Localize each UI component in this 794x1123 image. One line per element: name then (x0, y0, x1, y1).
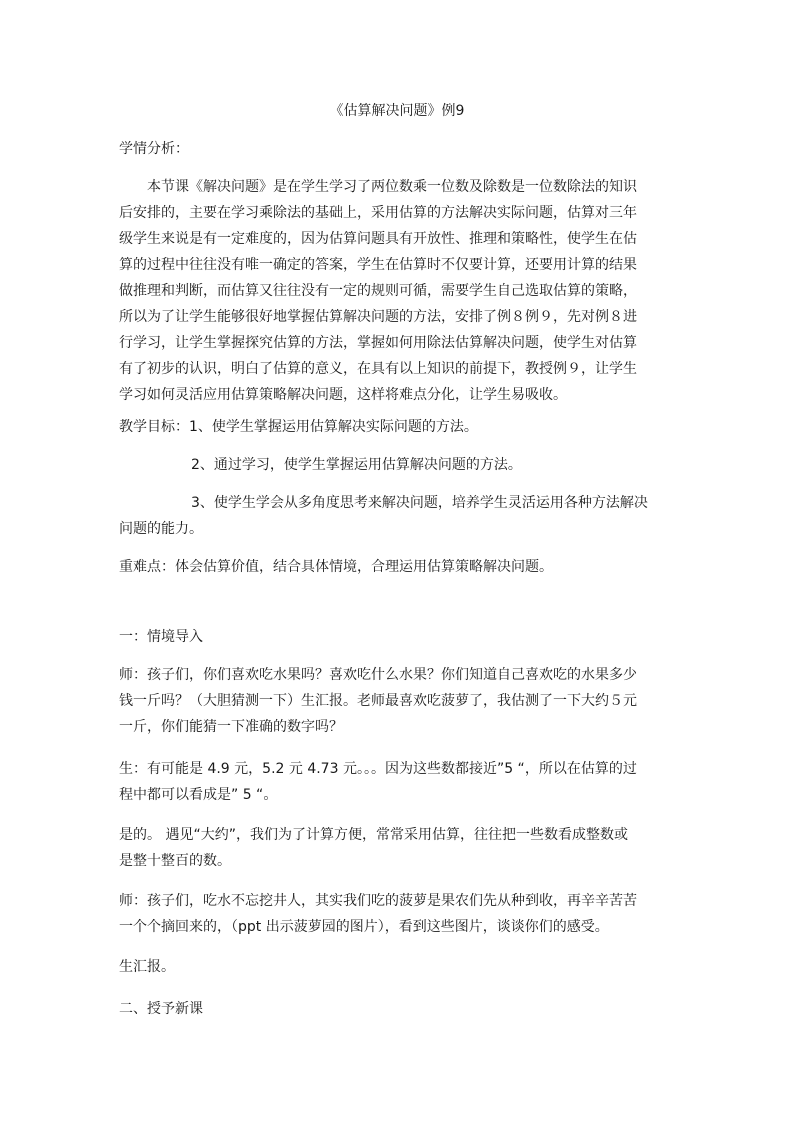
summary-paragraph (119, 822, 675, 874)
student-dialogue-1 (119, 756, 675, 808)
section-1-heading: 一：情境导入 (119, 629, 203, 645)
teaching-goal-2: 2、通过学习，使学生掌握运用估算解决问题的方法。 (191, 457, 522, 473)
analysis-line: 做推理和判断，而估算又往往没有一定的规则可循，需要学生自己选取估算的策略， (119, 283, 637, 299)
dialogue-line: 师：孩子们，吃水不忘挖井人，其实我们吃的菠萝是果农们先从种到收，再辛辛苦苦 (119, 893, 637, 909)
analysis-paragraph (119, 174, 675, 408)
teacher-dialogue-1 (119, 662, 675, 740)
analysis-line: 后安排的，主要在学习乘除法的基础上，采用估算的方法解决实际问题，估算对三年 (119, 205, 637, 221)
document-title: 《估算解决问题》例9 (329, 103, 465, 119)
analysis-line: 学习如何灵活应用估算策略解决问题，这样将难点分化，让学生易吸收。 (119, 387, 567, 403)
dialogue-line: 生：有可能是 4.9 元，5.2 元 4.73 元。。。因为这些数都接近”5 “，所以在估算的过 (119, 761, 637, 777)
summary-line: 是的。 遇见“大约”，我们为了计算方便，常常采用估算，往往把一些数看成整数或 (119, 827, 628, 843)
analysis-line: 算的过程中往往没有唯一确定的答案，学生在估算时不仅要计算，还要用计算的结果 (119, 257, 637, 273)
student-report: 生汇报。 (119, 959, 175, 975)
dialogue-line: 师：孩子们，你们喜欢吃水果吗？喜欢吃什么水果？你们知道自己喜欢吃的水果多少 (119, 667, 637, 683)
analysis-line: 行学习，让学生掌握探究估算的方法，掌握如何用除法估算解决问题，使学生对估算 (119, 335, 637, 351)
analysis-line: 所以为了让学生能够很好地掌握估算解决问题的方法，安排了例８例９，先对例８进 (119, 309, 637, 325)
teaching-goal-1: 教学目标：1、使学生掌握运用估算解决实际问题的方法。 (119, 419, 478, 435)
teaching-goal-3 (119, 490, 675, 542)
goal-3-line: 问题的能力。 (119, 521, 203, 537)
teacher-dialogue-2 (119, 888, 675, 940)
analysis-line: 本节课《解决问题》是在学生学习了两位数乘一位数及除数是一位数除法的知识 (147, 179, 637, 195)
section-2-heading: 二、授予新课 (119, 1001, 203, 1017)
dialogue-line: 一斤，你们能猜一下准确的数字吗？ (119, 719, 343, 735)
summary-line: 是整十整百的数。 (119, 853, 231, 869)
goal-3-line: 3、使学生学会从多角度思考来解决问题，培养学生灵活运用各种方法解决 (191, 495, 648, 511)
key-points: 重难点：体会估算价值，结合具体情境，合理运用估算策略解决问题。 (119, 559, 553, 575)
analysis-line: 级学生来说是有一定难度的，因为估算问题具有开放性、推理和策略性，使学生在估 (119, 231, 637, 247)
situation-heading: 学情分析： (119, 141, 189, 157)
analysis-line: 有了初步的认识，明白了估算的意义，在具有以上知识的前提下，教授例９，让学生 (119, 361, 637, 377)
dialogue-line: 一个个摘回来的，（ppt 出示菠萝园的图片），看到这些图片，谈谈你们的感受。 (119, 919, 609, 935)
dialogue-line: 钱一斤吗？（大胆猜测一下）生汇报。老师最喜欢吃菠萝了，我估测了一下大约５元 (119, 693, 637, 709)
dialogue-line: 程中都可以看成是” 5 “。 (119, 787, 278, 803)
